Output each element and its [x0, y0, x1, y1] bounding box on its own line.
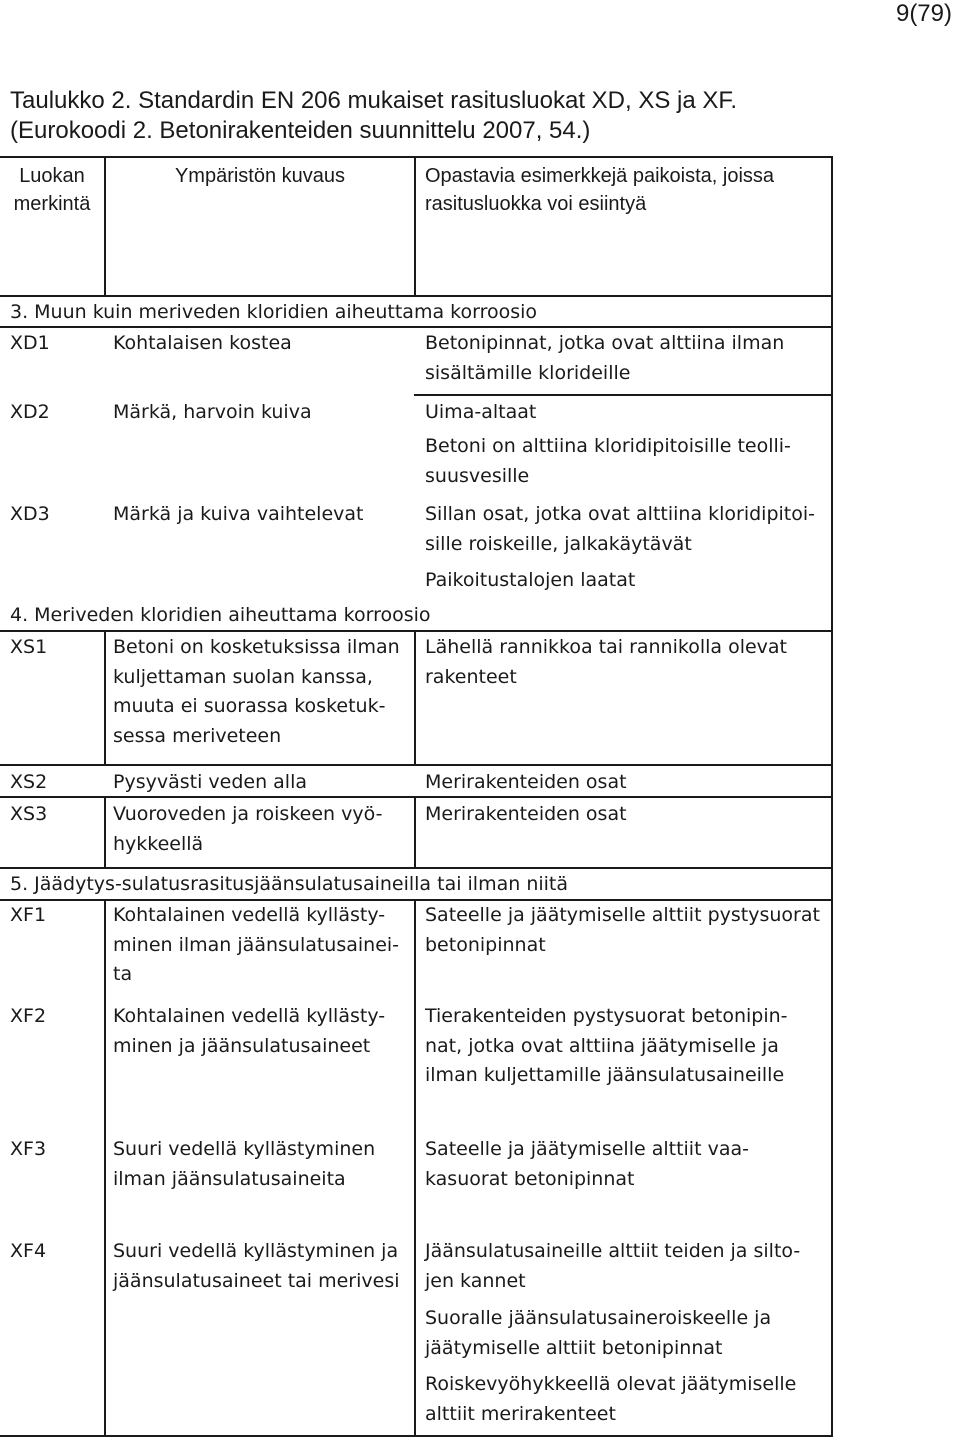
header-environment: Ympäristön kuvaus — [174, 165, 346, 187]
xd1-code: XD1 — [10, 332, 50, 354]
xs2-code: XS2 — [10, 771, 48, 793]
section-3-title: 3. Muun kuin meriveden kloridien aiheuttama korroosio — [10, 301, 538, 323]
xd1-environment: Kohtalaisen kostea — [113, 332, 292, 354]
table-border-bottom — [0, 1435, 833, 1437]
xf4-example-1: Jäänsulatusaineille alttiit teiden ja silto- jen kannet — [425, 1240, 801, 1292]
xs3-divider-1 — [104, 796, 106, 869]
header-divider-2 — [414, 156, 416, 297]
xs1-bottom-line — [0, 764, 832, 766]
xs3-environment: Vuoroveden ja roiskeen vyö- hykkeellä — [113, 803, 383, 855]
section-5-title: 5. Jäädytys-sulatusrasitusjäänsulatusaineilla tai ilman niitä — [10, 873, 569, 895]
section-4-title: 4. Meriveden kloridien aiheuttama korroosio — [10, 604, 431, 626]
xd1-bottom-line — [414, 394, 832, 396]
caption-line-2: (Eurokoodi 2. Betonirakenteiden suunnittelu 2007, 54.) — [10, 117, 591, 144]
table-caption — [10, 86, 910, 146]
xf2-example: Tierakenteiden pystysuorat betonipin- nat, jotka ovat alttiina jäätymiselle ja ilman kuljettamille jäänsulatusaineille — [425, 1005, 788, 1086]
xf4-example-3: Roiskevyöhykkeellä olevat jäätymiselle alttiit merirakenteet — [425, 1373, 797, 1425]
xs3-example: Merirakenteiden osat — [425, 803, 627, 825]
xs2-environment: Pysyvästi veden alla — [113, 771, 308, 793]
xd2-example-1: Uima-altaat — [425, 401, 537, 423]
xd2-code: XD2 — [10, 401, 50, 423]
xf2-environment: Kohtalainen vedellä kyllästy- minen ja jäänsulatusaineet — [113, 1005, 386, 1057]
xf4-code: XF4 — [10, 1240, 47, 1262]
header-bottom-line — [0, 295, 832, 297]
header-examples: Opastavia esimerkkejä paikoista, joissa rasitusluokka voi esiintyä — [425, 165, 775, 215]
xd2-example-2: Betoni on alttiina kloridipitoisille teolli- suusvesille — [425, 435, 791, 487]
page-number: 9(79) — [895, 0, 952, 27]
table-border-top — [0, 156, 832, 158]
xd3-environment: Märkä ja kuiva vaihtelevat — [113, 503, 364, 525]
xs3-code: XS3 — [10, 803, 48, 825]
xf1-code: XF1 — [10, 904, 47, 926]
xf1-environment: Kohtalainen vedellä kyllästy- minen ilman jäänsulatusainei- ta — [113, 904, 400, 985]
xd3-code: XD3 — [10, 503, 50, 525]
xs3-divider-2 — [414, 796, 416, 869]
header-class-code: Luokan merkintä — [13, 165, 91, 215]
xf1-example: Sateelle ja jäätymiselle alttiit pystysuorat betonipinnat — [425, 904, 820, 956]
xs3-bottom-line — [0, 867, 832, 869]
xs1-divider-2 — [414, 630, 416, 766]
caption-line-1: Taulukko 2. Standardin EN 206 mukaiset rasitusluokat XD, XS ja XF. — [10, 87, 738, 114]
xd3-example-2: Paikoitustalojen laatat — [425, 569, 636, 591]
xs1-environment: Betoni on kosketuksissa ilman kuljettaman suolan kanssa, muuta ei suorassa kosketuk- sessa meriveteen — [113, 636, 400, 747]
xd1-example: Betonipinnat, jotka ovat alttiina ilman sisältämille klorideille — [425, 332, 785, 384]
xd3-example-1: Sillan osat, jotka ovat alttiina kloridipitoi- sille roiskeille, jalkakäytävät — [425, 503, 816, 555]
xs1-divider-1 — [104, 630, 106, 766]
xd2-environment: Märkä, harvoin kuiva — [113, 401, 312, 423]
xf2-code: XF2 — [10, 1005, 47, 1027]
xf-divider-2 — [414, 899, 416, 1436]
xs1-example: Lähellä rannikkoa tai rannikolla olevat rakenteet — [425, 636, 788, 688]
xs1-code: XS1 — [10, 636, 48, 658]
xs2-example: Merirakenteiden osat — [425, 771, 627, 793]
xf3-code: XF3 — [10, 1138, 47, 1160]
xf3-environment: Suuri vedellä kyllästyminen ilman jäänsulatusaineita — [113, 1138, 376, 1190]
xf-divider-1 — [104, 899, 106, 1436]
xf3-example: Sateelle ja jäätymiselle alttiit vaa- kasuorat betonipinnat — [425, 1138, 749, 1190]
xf4-environment: Suuri vedellä kyllästyminen ja jäänsulatusaineet tai merivesi — [113, 1240, 400, 1292]
xf4-example-2: Suoralle jäänsulatusaineroiskeelle ja jäätymiselle alttiit betonipinnat — [425, 1307, 772, 1359]
exposure-class-table — [0, 156, 960, 1438]
